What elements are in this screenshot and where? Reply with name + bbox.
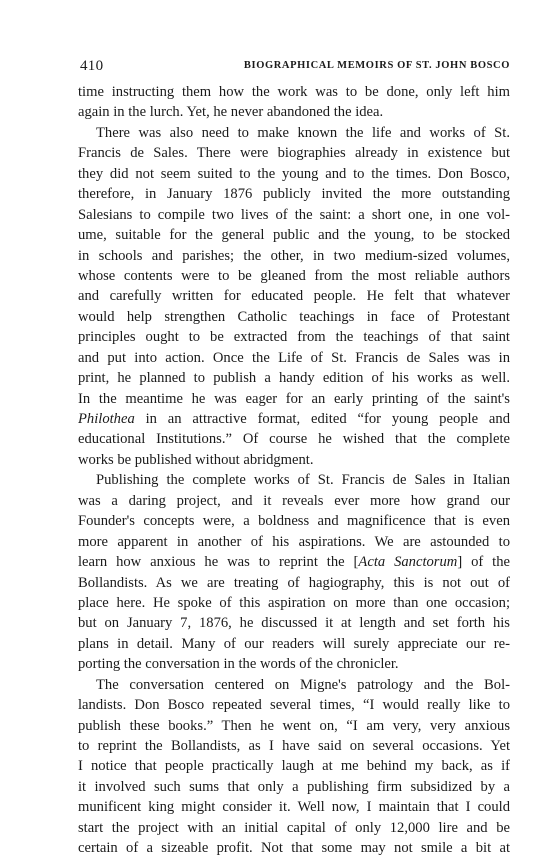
italic-title: Philothea <box>78 411 135 427</box>
body-text <box>78 82 510 859</box>
book-page <box>78 58 510 859</box>
text-line: Bollandists. As we are treating of hagiography, this is not out of <box>78 574 510 591</box>
page-number: 410 <box>80 58 104 74</box>
text-line: whose contents were to be gleaned from the most reliable authors <box>78 267 510 284</box>
text-line: start the project with an initial capital of only 12,000 lire and be <box>78 819 510 836</box>
paragraph-4 <box>78 675 510 859</box>
text-line: to reprint the Bollandists, as I have said on several occasions. Yet <box>78 738 510 754</box>
text-line: but on January 7, 1876, he discussed it at length and set forth his <box>78 615 510 632</box>
text-line: in schools and parishes; the other, in two medium-sized volumes, <box>78 247 510 264</box>
text-line: again in the lurch. Yet, he never abandoned the idea. <box>78 104 384 121</box>
italic-title: Acta Sanctorum <box>358 554 458 571</box>
text-line: landists. Don Bosco repeated several times, “I would really like to <box>78 697 510 714</box>
text-line: they did not seem suited to the young and to the times. Don Bosco, <box>78 165 510 182</box>
text-line: Francis de Sales. There were biographies already in existence but <box>78 145 510 162</box>
text-line: it involved such sums that only a publishing firm subsidized by a <box>78 778 510 795</box>
text-line: and put into action. Once the Life of St. Francis de Sales was in <box>78 349 510 366</box>
text-line: publish these books.” Then he went on, “I am very, very anxious <box>78 717 510 734</box>
text-line: porting the conversation in the words of the chronicler. <box>78 656 399 673</box>
text-line: more apparent in another of his aspirations. We are astounded to <box>78 533 510 550</box>
text-line: ume, suitable for the general public and the young, to be stocked <box>78 227 510 244</box>
paragraph-3 <box>78 470 510 674</box>
text-line-philothea: Philothea in an attractive format, edited “for young people and <box>78 411 510 427</box>
text-line: Publishing the complete works of St. Francis de Sales in Italian <box>96 472 510 489</box>
paragraph-2 <box>78 123 510 470</box>
text-line: munificent king might consider it. Well now, I maintain that I could <box>78 799 510 816</box>
text-line: plans in detail. Many of our readers will surely appreciate our re- <box>78 635 510 652</box>
text-line: I notice that people practically laugh at me behind my back, as if <box>78 758 510 775</box>
text-line: educational Institutions.” Of course he wished that the complete <box>78 431 510 448</box>
text-line-acta-sanctorum: learn how anxious he was to reprint the [Acta Sanctorum] of the <box>78 554 510 571</box>
text-line: works be published without abridgment. <box>78 451 314 468</box>
text-line: would help strengthen Catholic teachings in face of Protestant <box>78 308 510 325</box>
text-line: principles ought to be extracted from the teachings of that saint <box>78 329 510 346</box>
text-line: place here. He spoke of this aspiration on more than one occasion; <box>78 594 510 611</box>
text-line: therefore, in January 1876 publicly invited the more outstanding <box>78 186 510 203</box>
text-line: time instructing them how the work was to be done, only left him <box>78 84 510 100</box>
text-line: and carefully written for educated people. He felt that whatever <box>78 288 510 305</box>
text-line: print, he planned to publish a handy edition of his works as well. <box>78 370 510 387</box>
text-line: Salesians to compile two lives of the saint: a short one, in one vol- <box>78 206 510 223</box>
text-line: In the meantime he was eager for an early printing of the saint's <box>78 390 510 407</box>
text-line: There was also need to make known the life and works of St. <box>96 124 510 141</box>
text-line: Founder's concepts were, a boldness and magnificence that is even <box>78 513 510 530</box>
text-line: The conversation centered on Migne's patrology and the Bol- <box>96 676 510 693</box>
running-head <box>78 58 510 80</box>
text-line: certain of a sizeable profit. Not that some may not smile a bit at <box>78 840 510 857</box>
text-line: was a daring project, and it reveals ever more how grand our <box>78 492 510 509</box>
running-title: BIOGRAPHICAL MEMOIRS OF ST. JOHN BOSCO <box>243 60 510 71</box>
paragraph-1 <box>78 82 510 123</box>
